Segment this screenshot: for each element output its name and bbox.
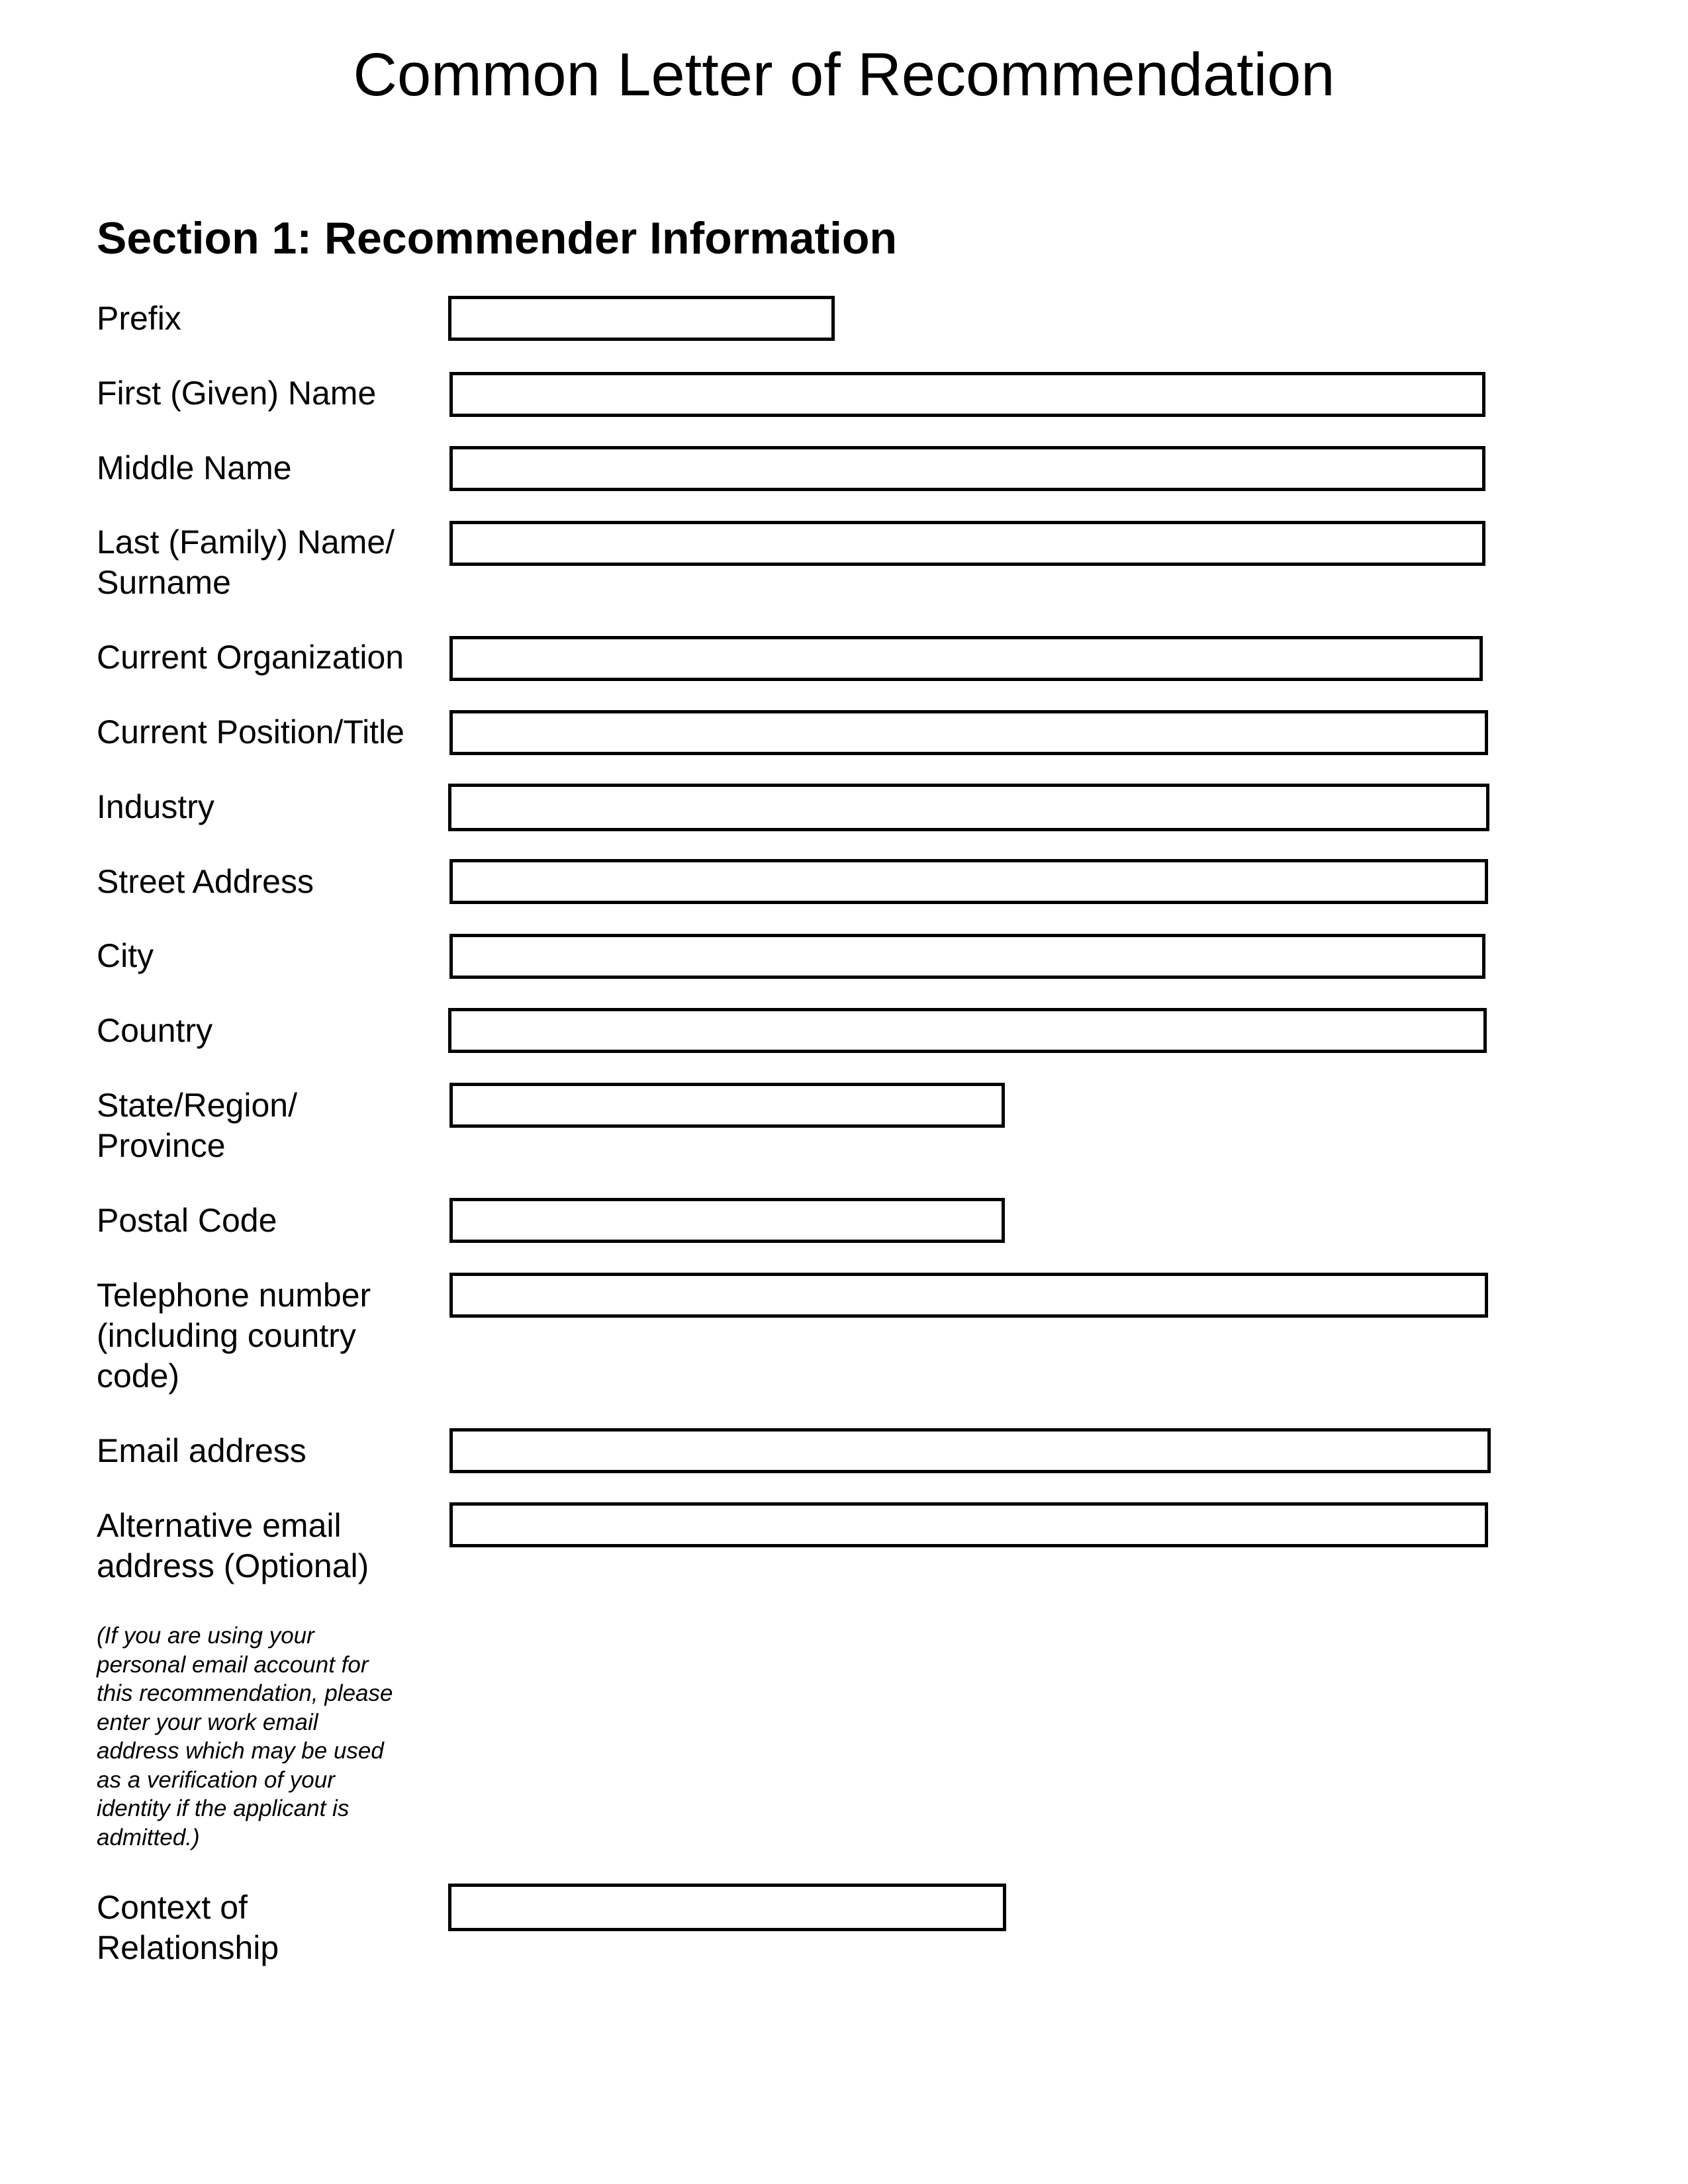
postal-code-label: Postal Code	[97, 1202, 277, 1239]
middle-name-label: Middle Name	[97, 449, 292, 486]
state-region-label: State/Region/ Province	[97, 1087, 297, 1164]
email-field[interactable]	[449, 1428, 1491, 1473]
document-title: Common Letter of Recommendation	[353, 41, 1335, 109]
telephone-label: Telephone number (including country code)	[97, 1277, 371, 1394]
alt-email-field[interactable]	[449, 1502, 1488, 1547]
last-name-label: Last (Family) Name/ Surname	[97, 523, 395, 601]
context-of-relationship-label: Context of Relationship	[97, 1889, 279, 1966]
industry-label: Industry	[97, 788, 214, 825]
telephone-field[interactable]	[449, 1273, 1488, 1318]
alt-email-label: Alternative email address (Optional)	[97, 1507, 369, 1584]
postal-code-field[interactable]	[449, 1198, 1005, 1243]
prefix-label: Prefix	[97, 300, 181, 337]
current-organization-field[interactable]	[449, 636, 1483, 681]
first-name-field[interactable]	[449, 372, 1485, 417]
current-position-field[interactable]	[449, 710, 1488, 755]
prefix-field[interactable]	[448, 296, 835, 341]
street-address-label: Street Address	[97, 863, 314, 900]
section-heading: Section 1: Recommender Information	[97, 213, 898, 263]
industry-field[interactable]	[448, 784, 1489, 831]
alt-email-note: (If you are using your personal email account for this recommendation, please enter your work email address which may be used as a verification of your identity if the applicant is admitted.)	[97, 1623, 393, 1850]
last-name-field[interactable]	[449, 521, 1485, 566]
current-organization-label: Current Organization	[97, 639, 404, 676]
street-address-field[interactable]	[449, 859, 1488, 904]
city-field[interactable]	[449, 934, 1485, 979]
first-name-label: First (Given) Name	[97, 375, 377, 412]
context-of-relationship-field[interactable]	[448, 1884, 1006, 1931]
email-label: Email address	[97, 1432, 306, 1469]
city-label: City	[97, 937, 154, 974]
country-label: Country	[97, 1012, 213, 1049]
current-position-label: Current Position/Title	[97, 713, 404, 751]
state-region-field[interactable]	[449, 1083, 1005, 1128]
middle-name-field[interactable]	[449, 446, 1485, 491]
country-field[interactable]	[448, 1008, 1487, 1053]
